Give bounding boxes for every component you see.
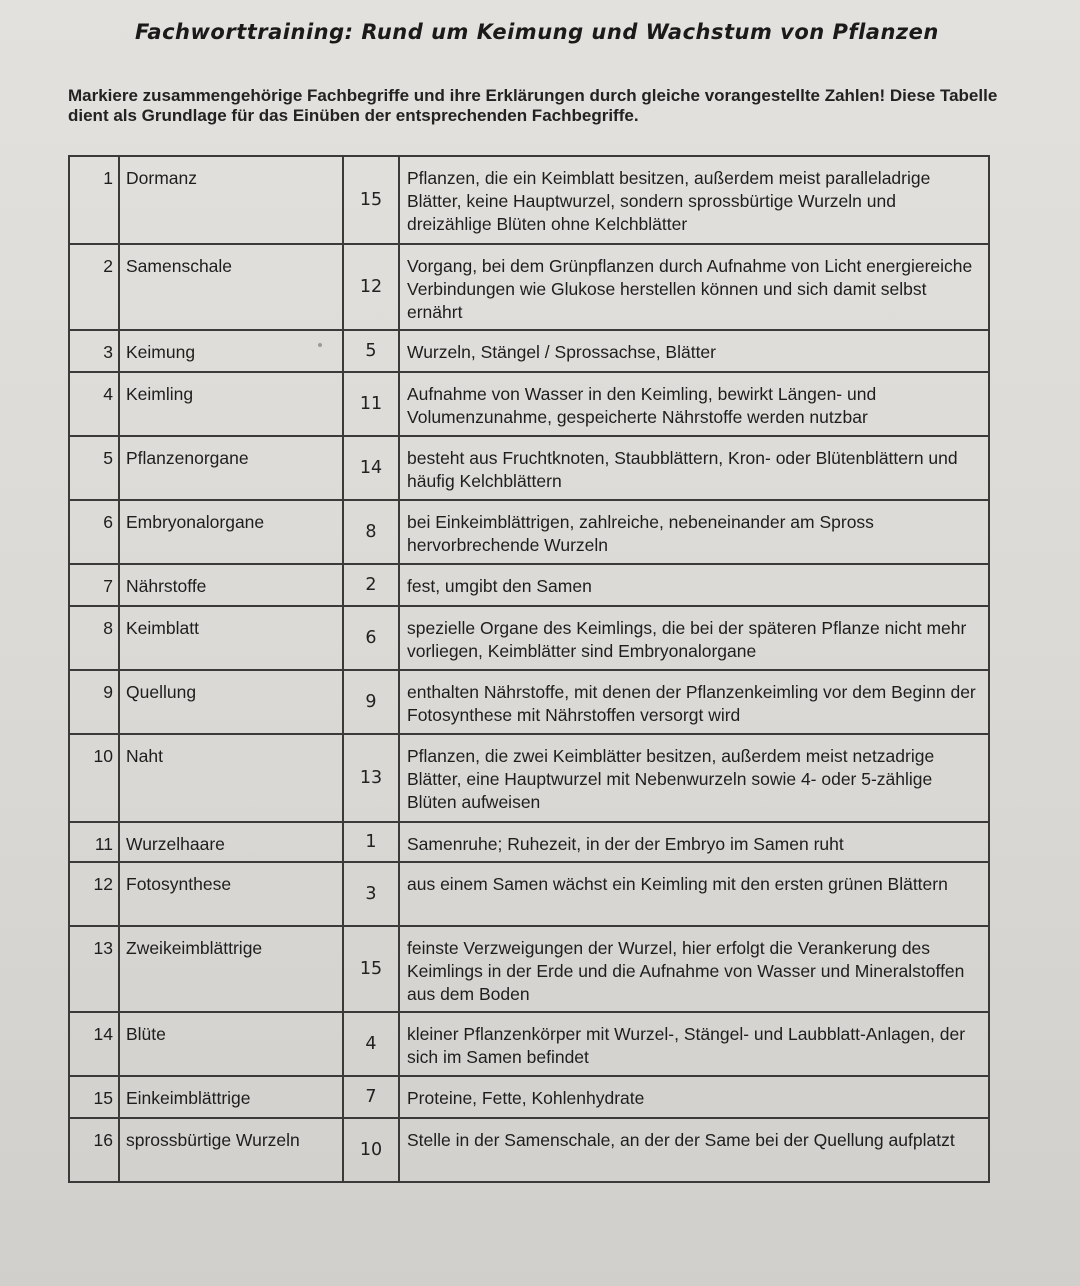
term-number: 4 [69,372,119,436]
handwritten-answer: 13 [343,734,399,822]
handwritten-answer: 14 [343,436,399,500]
term-label: sprossbürtige Wurzeln [119,1118,343,1182]
explanation-text: Proteine, Fette, Kohlenhydrate [399,1076,989,1118]
term-number: 5 [69,436,119,500]
handwritten-answer: 12 [343,244,399,330]
instructions-text: Markiere zusammengehörige Fachbegriffe und ihre Erklärungen durch gleiche vorangestellte Zahlen! Diese Tabelle dient als Grundlage für das Einüben der entsprechenden Fachbegriffe. [68,86,998,125]
table-row [69,244,989,330]
term-number: 8 [69,606,119,670]
handwritten-answer: 4 [343,1012,399,1076]
table-row [69,1012,989,1076]
term-label: Blüte [119,1012,343,1076]
term-label: Quellung [119,670,343,734]
term-number: 15 [69,1076,119,1118]
term-number: 16 [69,1118,119,1182]
term-label: Samenschale [119,244,343,330]
explanation-text: Samenruhe; Ruhezeit, in der der Embryo im Samen ruht [399,822,989,862]
handwritten-answer: 11 [343,372,399,436]
term-number: 10 [69,734,119,822]
table-row [69,862,989,926]
explanation-text: feinste Verzweigungen der Wurzel, hier erfolgt die Verankerung des Keimlings in der Erde und die Aufnahme von Wasser und Mineralstoffen aus dem Boden [399,926,989,1012]
explanation-text: aus einem Samen wächst ein Keimling mit den ersten grünen Blättern [399,862,989,926]
term-label: Naht [119,734,343,822]
handwritten-answer: 2 [343,564,399,606]
term-number: 14 [69,1012,119,1076]
explanation-text: kleiner Pflanzenkörper mit Wurzel-, Stängel- und Laubblatt-Anlagen, der sich im Samen befindet [399,1012,989,1076]
term-label: Nährstoffe [119,564,343,606]
term-number: 9 [69,670,119,734]
handwritten-answer: 1 [343,822,399,862]
table-row [69,1076,989,1118]
handwritten-answer: 5 [343,330,399,372]
term-label: Embryonalorgane [119,500,343,564]
term-label: Pflanzenorgane [119,436,343,500]
term-label: Keimung [119,330,343,372]
term-label: Keimblatt [119,606,343,670]
table-row [69,606,989,670]
explanation-text: Pflanzen, die zwei Keimblätter besitzen, außerdem meist netzadrige Blätter, eine Hauptwurzel mit Nebenwurzeln sowie 4- oder 5-zählige Blüten aufweisen [399,734,989,822]
explanation-text: enthalten Nährstoffe, mit denen der Pflanzenkeimling vor dem Beginn der Fotosynthese mit Nährstoffen versorgt wird [399,670,989,734]
table-row [69,372,989,436]
term-label: Fotosynthese [119,862,343,926]
term-label: Keimling [119,372,343,436]
handwritten-answer: 7 [343,1076,399,1118]
table-row [69,156,989,244]
term-label: Zweikeimblättrige [119,926,343,1012]
term-label: Einkeimblättrige [119,1076,343,1118]
table-row [69,1118,989,1182]
term-number: 2 [69,244,119,330]
term-label: Wurzelhaare [119,822,343,862]
terms-table [68,155,990,1183]
explanation-text: besteht aus Fruchtknoten, Staubblättern, Kron- oder Blütenblättern und häufig Kelchblättern [399,436,989,500]
worksheet-title: Fachworttraining: Rund um Keimung und Wachstum von Pflanzen [135,20,939,44]
explanation-text: bei Einkeimblättrigen, zahlreiche, nebeneinander am Spross hervorbrechende Wurzeln [399,500,989,564]
terms-table-body [69,156,989,1182]
handwritten-answer: 15 [343,156,399,244]
explanation-text: Pflanzen, die ein Keimblatt besitzen, außerdem meist paralleladrige Blätter, keine Hauptwurzel, sondern sprossbürtige Wurzeln und dreizählige Blüten ohne Kelchblätter [399,156,989,244]
table-row [69,926,989,1012]
handwritten-answer: 8 [343,500,399,564]
term-number: 3 [69,330,119,372]
explanation-text: fest, umgibt den Samen [399,564,989,606]
handwritten-answer: 9 [343,670,399,734]
table-row [69,500,989,564]
term-number: 11 [69,822,119,862]
term-number: 1 [69,156,119,244]
term-number: 6 [69,500,119,564]
table-row [69,436,989,500]
explanation-text: spezielle Organe des Keimlings, die bei der späteren Pflanze nicht mehr vorliegen, Keimblätter sind Embryonalorgane [399,606,989,670]
table-row [69,330,989,372]
handwritten-answer: 6 [343,606,399,670]
table-row [69,670,989,734]
table-row [69,564,989,606]
explanation-text: Wurzeln, Stängel / Sprossachse, Blätter [399,330,989,372]
explanation-text: Aufnahme von Wasser in den Keimling, bewirkt Längen- und Volumenzunahme, gespeicherte Nährstoffe werden nutzbar [399,372,989,436]
handwritten-answer: 15 [343,926,399,1012]
table-row [69,734,989,822]
handwritten-answer: 10 [343,1118,399,1182]
term-number: 12 [69,862,119,926]
term-number: 7 [69,564,119,606]
table-row [69,822,989,862]
explanation-text: Stelle in der Samenschale, an der der Same bei der Quellung aufplatzt [399,1118,989,1182]
term-label: Dormanz [119,156,343,244]
explanation-text: Vorgang, bei dem Grünpflanzen durch Aufnahme von Licht energiereiche Verbindungen wie Glukose herstellen können und sich damit selbst ernährt [399,244,989,330]
term-number: 13 [69,926,119,1012]
handwritten-answer: 3 [343,862,399,926]
